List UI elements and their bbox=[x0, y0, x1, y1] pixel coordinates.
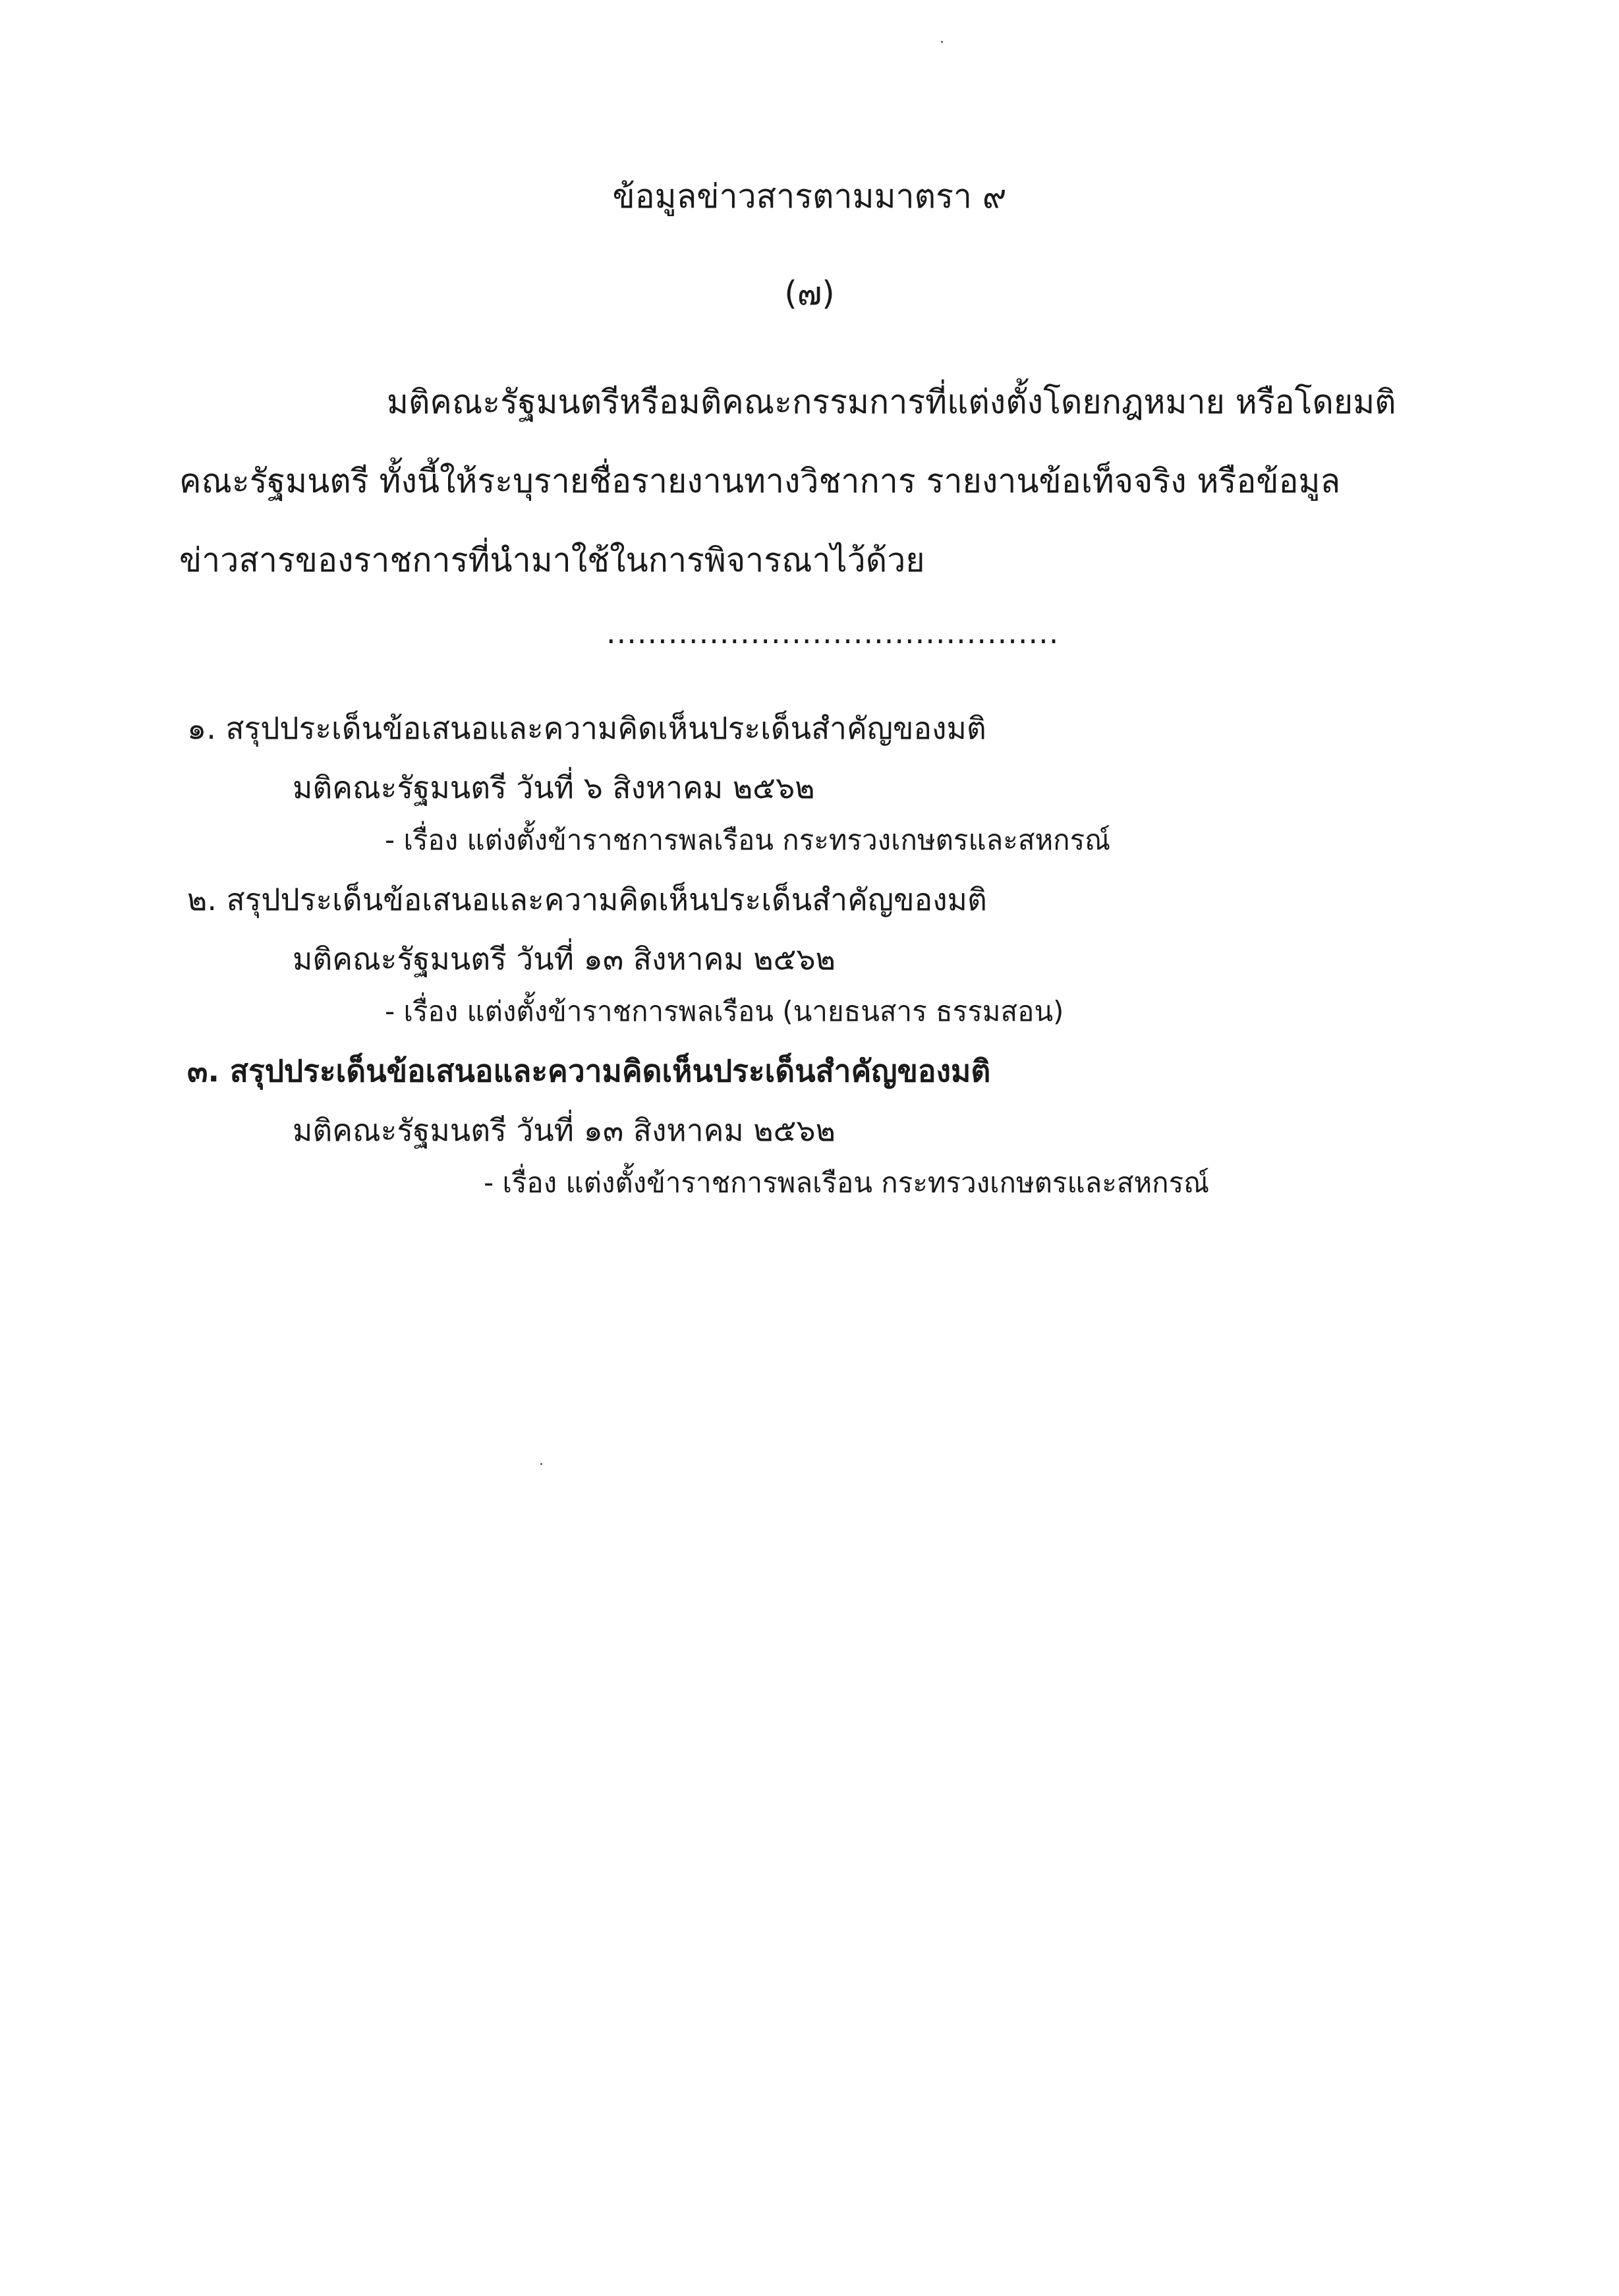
item-heading: ๓. สรุปประเด็นข้อเสนอและความคิดเห็นประเด็นสำคัญของมติ bbox=[187, 1053, 991, 1089]
item-subject: - เรื่อง แต่งตั้งข้าราชการพลเรือน กระทรวงเกษตรและสหกรณ์ bbox=[484, 1166, 1210, 1199]
intro-line: มติคณะรัฐมนตรีหรือมติคณะกรรมการที่แต่งตั้งโดยกฎหมาย หรือโดยมติ bbox=[387, 383, 1396, 421]
resolution-item bbox=[187, 870, 1439, 1035]
item-heading: ๑. สรุปประเด็นข้อเสนอและความคิดเห็นประเด็นสำคัญของมติ bbox=[187, 710, 986, 746]
intro-line: คณะรัฐมนตรี ทั้งนี้ให้ระบุรายชื่อรายงานทางวิชาการ รายงานข้อเท็จจริง หรือข้อมูล bbox=[179, 462, 1341, 500]
resolution-list bbox=[187, 699, 1439, 1206]
dotted-separator: ............................................ bbox=[606, 615, 1060, 650]
item-date: มติคณะรัฐมนตรี วันที่ ๖ สิงหาคม ๒๕๖๒ bbox=[293, 770, 815, 805]
intro-paragraph bbox=[179, 362, 1418, 600]
item-subject: - เรื่อง แต่งตั้งข้าราชการพลเรือน กระทรวงเกษตรและสหกรณ์ bbox=[385, 824, 1111, 856]
item-subject: - เรื่อง แต่งตั้งข้าราชการพลเรือน (นายธนสาร ธรรมสอน) bbox=[385, 995, 1064, 1027]
item-date: มติคณะรัฐมนตรี วันที่ ๑๓ สิงหาคม ๒๕๖๒ bbox=[293, 941, 836, 977]
resolution-item bbox=[187, 699, 1439, 863]
scan-speck bbox=[540, 1463, 542, 1465]
item-date: มติคณะรัฐมนตรี วันที่ ๑๓ สิงหาคม ๒๕๖๒ bbox=[293, 1112, 836, 1148]
document-section-number: (๗) bbox=[784, 274, 835, 312]
intro-line: ข่าวสารของราชการที่นำมาใช้ในการพิจารณาไว้ด้วย bbox=[179, 541, 925, 579]
document-title: ข้อมูลข่าวสารตามมาตรา ๙ bbox=[612, 177, 1007, 215]
resolution-item bbox=[187, 1041, 1439, 1206]
scan-speck bbox=[941, 41, 943, 43]
item-heading: ๒. สรุปประเด็นข้อเสนอและความคิดเห็นประเด็นสำคัญของมติ bbox=[187, 882, 987, 917]
